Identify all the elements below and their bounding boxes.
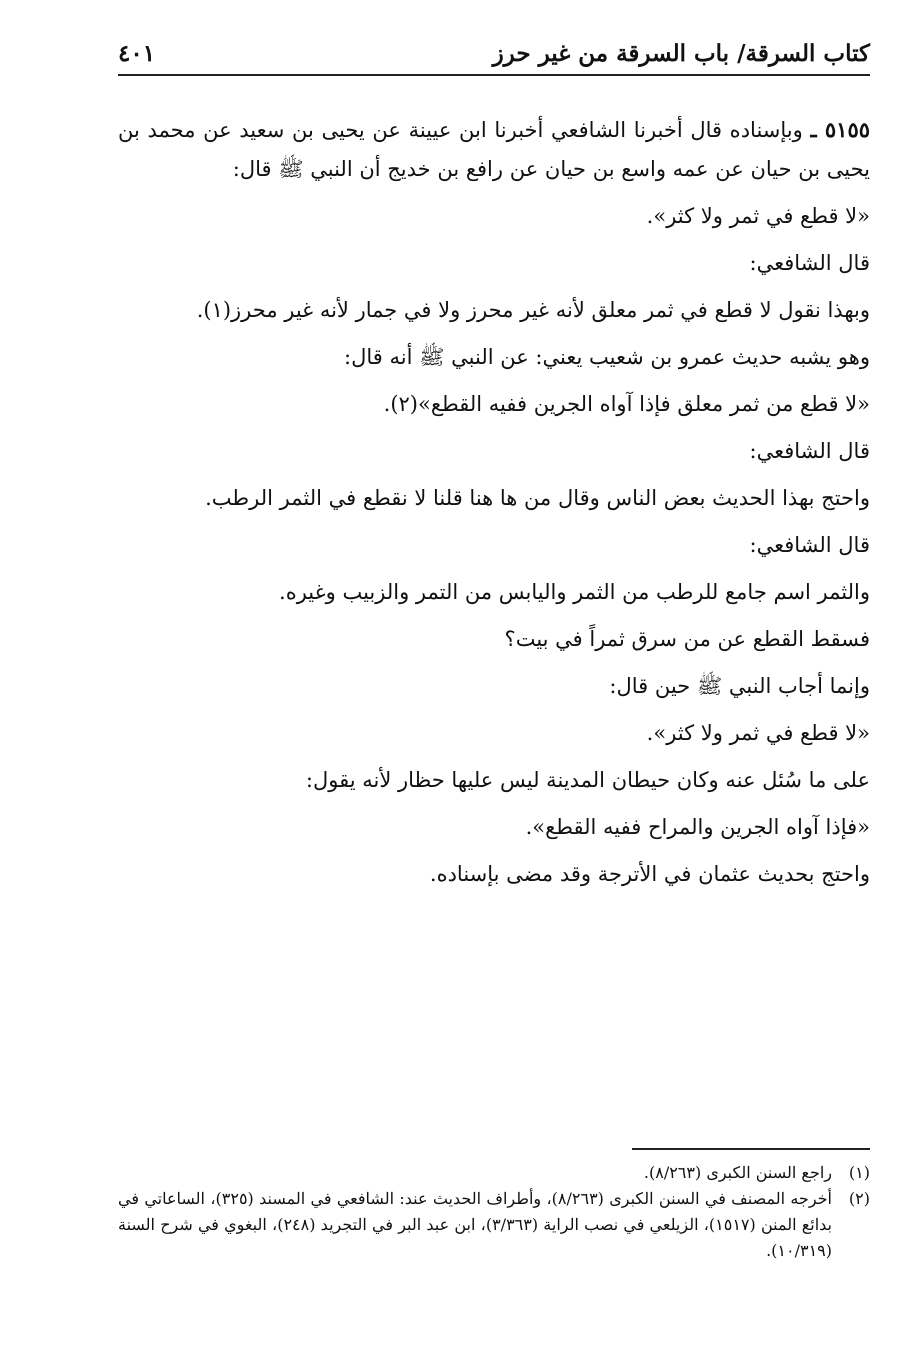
paragraph: «فإذا آواه الجرين والمراح ففيه القطع». xyxy=(525,815,870,839)
footnote-text: راجع السنن الكبرى (٨/٢٦٣). xyxy=(643,1163,832,1182)
hadith-number: ٥١٥٥ ـ xyxy=(810,117,871,142)
paragraph xyxy=(118,110,870,189)
running-header xyxy=(118,34,870,76)
paragraph: واحتج بحديث عثمان في الأترجة وقد مضى بإسناده. xyxy=(429,862,870,886)
footnote-text: أخرجه المصنف في السنن الكبرى (٨/٢٦٣)، وأطراف الحديث عند: الشافعي في المسند (٣٢٥)، الساعاتي في بدائع المنن (١٥١٧)، الزيلعي في نصب الراية (٣/٣٦٣)، ابن عبد البر في التجريد (٢٤٨)، البغوي في شرح السنة (١٠/٣١٩). xyxy=(118,1189,832,1260)
footnote-marker: (٢) xyxy=(848,1189,870,1208)
footnotes xyxy=(118,1160,870,1264)
paragraph: «لا قطع في ثمر ولا كثر». xyxy=(646,204,870,228)
footnote xyxy=(118,1186,870,1264)
paragraph: قال الشافعي: xyxy=(749,439,870,463)
footnote xyxy=(118,1160,870,1186)
paragraph: والثمر اسم جامع للرطب من الثمر واليابس من التمر والزبيب وغيره. xyxy=(279,580,870,604)
footnote-separator xyxy=(632,1148,870,1150)
paragraph: قال الشافعي: xyxy=(749,533,870,557)
page-number: ٤٠١ xyxy=(118,40,156,67)
paragraph: «لا قطع من ثمر معلق فإذا آواه الجرين ففيه القطع»(٢). xyxy=(383,392,870,416)
paragraph: وبهذا نقول لا قطع في ثمر معلق لأنه غير محرز ولا في جمار لأنه غير محرز(١). xyxy=(196,298,870,322)
paragraph-text: وبإسناده قال أخبرنا الشافعي أخبرنا ابن عيينة عن يحيى بن سعيد عن محمد بن يحيى بن حيان عن عمه واسع بن حيان عن رافع بن خديج أن النبي ﷺ قال: xyxy=(118,118,870,181)
paragraph: وهو يشبه حديث عمرو بن شعيب يعني: عن النبي ﷺ أنه قال: xyxy=(344,345,870,369)
chapter-title: كتاب السرقة/ باب السرقة من غير حرز xyxy=(492,40,870,67)
paragraph: «لا قطع في ثمر ولا كثر». xyxy=(646,721,870,745)
paragraph: قال الشافعي: xyxy=(749,251,870,275)
footnote-marker: (١) xyxy=(848,1163,870,1182)
paragraph: واحتج بهذا الحديث بعض الناس وقال من ها هنا قلنا لا نقطع في الثمر الرطب. xyxy=(205,486,870,510)
paragraph: وإنما أجاب النبي ﷺ حين قال: xyxy=(609,674,870,698)
main-text xyxy=(118,110,870,902)
paragraph: فسقط القطع عن من سرق ثمراً في بيت؟ xyxy=(504,627,870,651)
paragraph: على ما سُئل عنه وكان حيطان المدينة ليس عليها حظار لأنه يقول: xyxy=(305,768,870,792)
